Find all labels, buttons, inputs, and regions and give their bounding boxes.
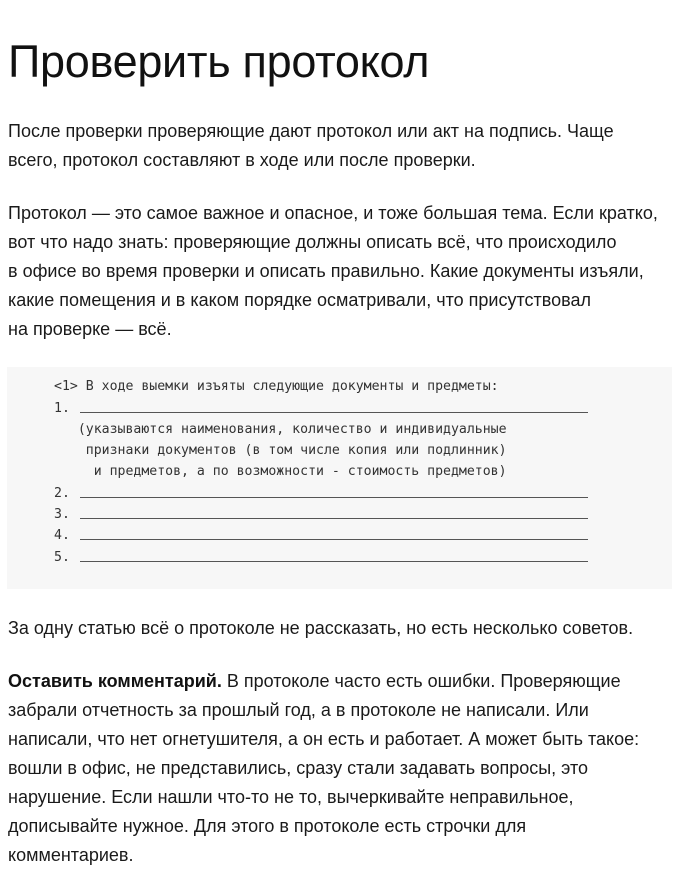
text-line: какие помещения и в каком порядке осматривали, что присутствовал [8, 290, 592, 310]
item-number: 5. [54, 550, 70, 565]
text-line: дописывайте нужное. Для этого в протоколе есть строчки для [8, 816, 527, 836]
item-number: 1. [54, 401, 70, 416]
excerpt-note: и предметов, а по возможности - стоимость предметов) [54, 464, 507, 479]
blank-line [80, 561, 588, 562]
excerpt-note: (указываются наименования, количество и индивидуальные [54, 422, 507, 437]
item-number: 2. [54, 486, 70, 501]
text-line: После проверки проверяющие дают протокол или акт на подпись. Чаще [8, 121, 614, 141]
summary-paragraph [8, 614, 668, 643]
text-line: вот что надо знать: проверяющие должны описать всё, что происходило [8, 232, 617, 252]
tip-paragraph [8, 667, 668, 870]
text-line: Протокол — это самое важное и опасное, и тоже большая тема. Если кратко, [8, 203, 658, 223]
excerpt-note: признаки документов (в том числе копия или подлинник) [54, 443, 507, 458]
protocol-paragraph [8, 199, 668, 344]
text-line: забрали отчетность за прошлый год, а в протоколе не написали. Или [8, 700, 589, 720]
item-number: 4. [54, 528, 70, 543]
intro-paragraph [8, 117, 668, 175]
excerpt-header: <1> В ходе выемки изъяты следующие документы и предметы: [54, 379, 499, 394]
page-title: Проверить протокол [8, 36, 430, 87]
text-line: всего, протокол составляют в ходе или после проверки. [8, 150, 476, 170]
text-line: За одну статью всё о протоколе не рассказать, но есть несколько советов. [8, 618, 634, 638]
text-line: написали, что нет огнетушителя, а он есть и работает. А может быть такое: [8, 729, 640, 749]
item-number: 3. [54, 507, 70, 522]
text-line: на проверке — всё. [8, 319, 172, 339]
text-line: комментариев. [8, 845, 134, 865]
blank-line [80, 539, 588, 540]
blank-line [80, 412, 588, 413]
tip-heading: Оставить комментарий. [8, 671, 222, 691]
blank-line [80, 518, 588, 519]
text-line [8, 667, 668, 696]
blank-line [80, 497, 588, 498]
protocol-excerpt [7, 367, 672, 589]
text-line: нарушение. Если нашли что-то не то, вычеркивайте неправильное, [8, 787, 574, 807]
text-line: в офисе во время проверки и описать правильно. Какие документы изъяли, [8, 261, 644, 281]
tip-text: В протоколе часто есть ошибки. Проверяющие [221, 671, 621, 691]
text-line: вошли в офис, не представились, сразу стали задавать вопросы, это [8, 758, 589, 778]
